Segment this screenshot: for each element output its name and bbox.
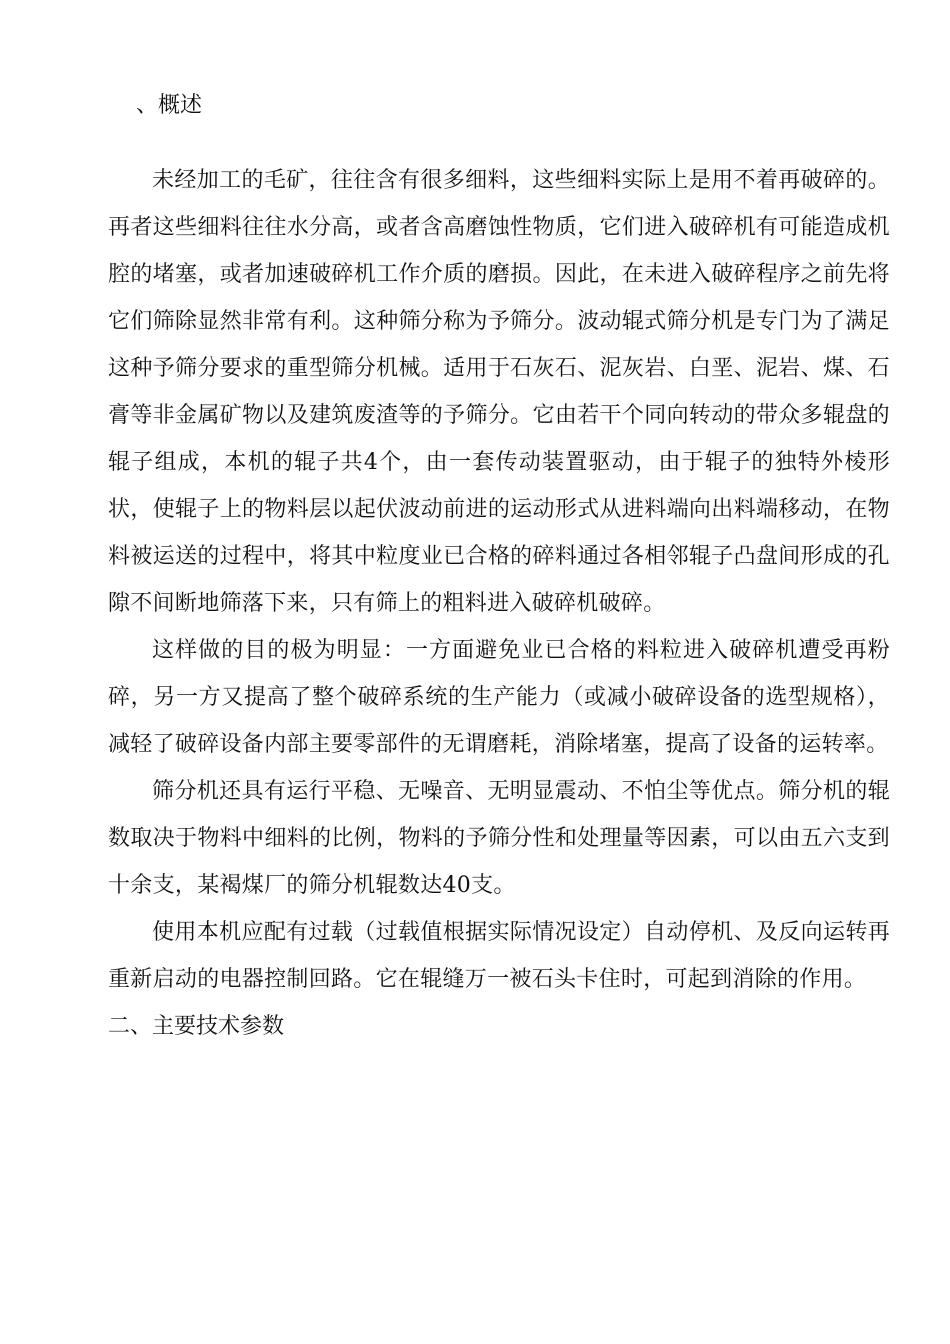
paragraph-intro: 未经加工的毛矿，往往含有很多细料，这些细料实际上是用不着再破碎的。再者这些细料往往水分高，或者含高磨蚀性物质，它们进入破碎机有可能造成机腔的堵塞，或者加速破碎机工作介质的磨损。因此，在未进入破碎程序之前先将它们筛除显然非常有利。这种筛分称为予筛分。波动辊式筛分机是专门为了满足这种予筛分要求的重型筛分机械。适用于石灰石、泥灰岩、白垩、泥岩、煤、石膏等非金属矿物以及建筑废渣等的予筛分。它由若干个同向转动的带众多辊盘的辊子组成，本机的辊子共4个，由一套传动装置驱动，由于辊子的独特外棱形状，使辊子上的物料层以起伏波动前进的运动形式从进料端向出料端移动，在物料被运送的过程中，将其中粒度业已合格的碎料通过各相邻辊子凸盘间形成的孔隙不间断地筛落下来，只有筛上的粗料进入破碎机破碎。 — [108, 168, 890, 616]
paragraph-advantages: 筛分机还具有运行平稳、无噪音、无明显震动、不怕尘等优点。筛分机的辊数取决于物料中细料的比例，物料的予筛分性和处理量等因素，可以由五六支到十余支，某褐煤厂的筛分机辊数达40支。 — [108, 779, 890, 898]
section-title-parameters: 二、主要技术参数 — [108, 1014, 285, 1039]
section-title-overview: 、概述 — [136, 93, 203, 118]
document-body — [108, 82, 890, 1050]
paragraph-control: 使用本机应配有过载（过载值根据实际情况设定）自动停机、及反向运转再重新启动的电器控制回路。它在辊缝万一被石头卡住时，可起到消除的作用。 — [108, 920, 890, 992]
paragraph-purpose: 这样做的目的极为明显：一方面避免业已合格的料粒进入破碎机遭受再粉碎，另一方又提高了整个破碎系统的生产能力（或减小破碎设备的选型规格），减轻了破碎设备内部主要零部件的无谓磨耗，消除堵塞，提高了设备的运转率。 — [108, 638, 890, 757]
